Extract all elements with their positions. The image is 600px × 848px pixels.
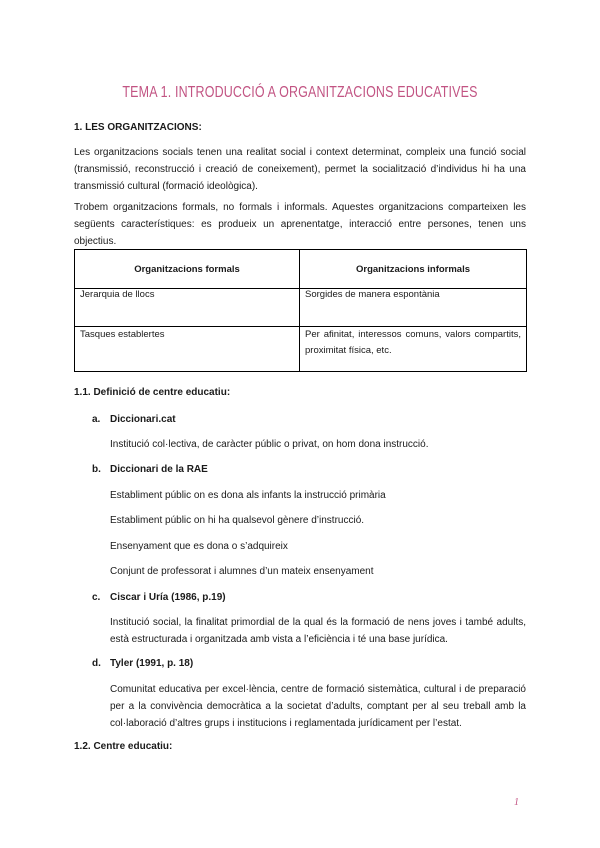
list-letter: d. [92,658,101,669]
table-cell: Jerarquia de llocs [75,289,300,327]
definition-text: Establiment públic on hi ha qualsevol gènere d’instrucció. [110,515,365,526]
list-letter: a. [92,414,101,425]
list-letter: c. [92,592,101,603]
definition-source-d [92,658,193,669]
definition-text: Comunitat educativa per excel·lència, centre de formació sistemàtica, cultural i de preparació per a la convivència democràtica a la societat d’adults, comptant per al seu treball amb la col·laboració d’altres grups i institucions i reglamentada jurídicament per l’estat. [110,684,526,729]
source-label: Diccionari.cat [110,414,176,425]
definition-text: Establiment públic on es dona als infants la instrucció primària [110,490,386,501]
definition-text: Institució social, la finalitat primordial de la qual és la formació de nens joves i també adults, està estructurada i organitzada amb vista a l’eficiència i té una base jurídica. [110,617,526,645]
table-cell: Per afinitat, interessos comuns, valors compartits, proximitat física, etc. [300,327,527,372]
table-row [75,327,527,372]
organizations-table [74,249,527,372]
page-number: 1 [514,797,519,808]
section-1-paragraph-2: Trobem organitzacions formals, no formals i informals. Aquestes organitzacions comparteixen les següents característiques: es produeix un aprenentatge, interacció entre persones, tenen uns objectius. [74,202,526,247]
page-title: TEMA 1. INTRODUCCIÓ A ORGANITZACIONS EDUCATIVES [122,84,478,101]
section-1-heading: 1. LES ORGANITZACIONS: [74,122,202,133]
list-letter: b. [92,464,101,475]
table-cell: Tasques establertes [75,327,300,372]
table-cell: Sorgides de manera espontània [300,289,527,327]
definition-source-a [92,414,176,425]
definition-text: Institució col·lectiva, de caràcter públic o privat, on hom dona instrucció. [110,439,429,450]
section-1-2-heading: 1.2. Centre educatiu: [74,741,173,752]
table-header-informal: Organitzacions informals [300,250,527,289]
section-1-1-heading: 1.1. Definició de centre educatiu: [74,387,231,398]
definition-source-c [92,592,226,603]
definition-source-b [92,464,208,475]
source-label: Diccionari de la RAE [110,464,208,475]
definition-text: Conjunt de professorat i alumnes d’un mateix ensenyament [110,566,374,577]
definition-text: Ensenyament que es dona o s’adquireix [110,541,288,552]
section-1-paragraph-1: Les organitzacions socials tenen una realitat social i context determinat, compleix una funció social (transmissió, reconstrucció i creació de coneixement), permet la socialització d’individus hi ha una transmissió cultural (formació ideològica). [74,147,526,192]
source-label: Tyler (1991, p. 18) [110,658,194,669]
source-label: Ciscar i Uría (1986, p.19) [110,592,226,603]
table-header-formal: Organitzacions formals [75,250,300,289]
table-row [75,289,527,327]
